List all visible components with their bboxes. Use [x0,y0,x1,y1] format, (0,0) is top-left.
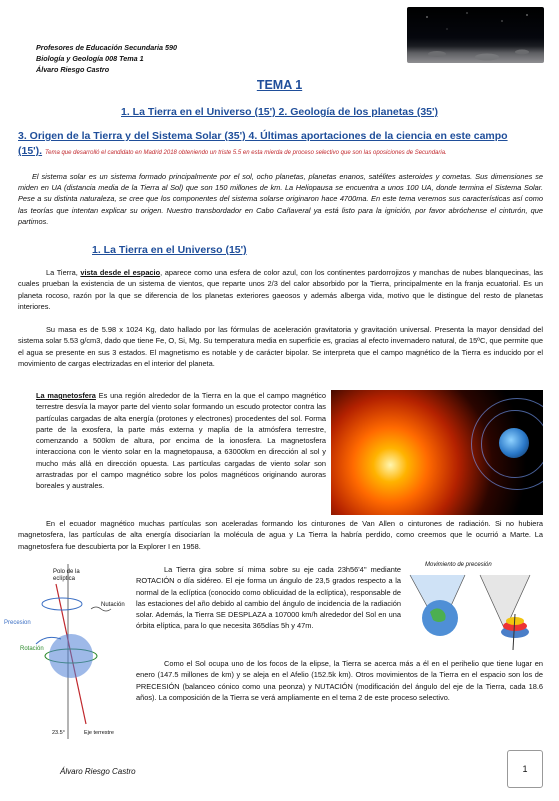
label-rotacion: Rotación [20,646,44,652]
p3-rest: Es una región alrededor de la Tierra en la que el campo magnético terrestre desvía la mayor parte del viento solar formando un escudo protector contra las partículas cargadas de alta energía (protones y electrones) procedentes del sol. Forma parte de la exosfera, la parte más externa y maplia de la atmósfera terrestre, comenzando a 500km de altura, por encima de la ionosfera. La magnetosfera interacciona con le viento solar en la magnetopausa, a 63000km en dirección al sol y mucho más allá en dirección opuesta. Las partículas cargadas de viento solar son arrastradas por el campo magnético sobre los polos magnéticos originando auroras boreales y australes. [36,391,326,491]
magnetosphere-term: La magnetosfera [36,391,96,400]
label-polo [53,569,80,583]
label-nutacion: Nutación [101,602,125,608]
earth-globe-icon [499,428,529,458]
page-title: TEMA 1 [256,78,303,92]
label-eje: Eje terrestre [84,730,114,736]
header-line-2: Biología y Geología 008 Tema 1 [36,54,144,63]
intro-paragraph: El sistema solar es un sistema formado principalmente por el sol, ocho planetas, planetas enanos, satélites asteroides y cometas. Sus dimensiones se miden en UA (distancia media de la Tierra al Sol) que son 150 millones de km. La Heliopausa se encuentra a unos 100 UA, donde termina el Sistema Solar. Pese a su distinta naturaleza, se cree que los componentes del sistema solarse originaron hace 4700ma. En este tema veremos sus características así como las teorías que intentan explicar su origen. Nuestro transbordador en Cabo Cañaveral ya está listo para la ignición, por favor abróchense el cinturón, que partimos. [18,172,543,226]
paragraph-perihelion: Como el Sol ocupa uno de los focos de la elipse, la Tierra se acerca más a él en el perihelio que tiene lugar en enero (147.5 millones de km) y se aleja en el Afelio (152.5k km). Otros movimientos de la Tierra en el espacio son los de PRECESIÓN (balanceo cónico como una peonza) y NUTACIÓN (modificación del ángulo del eje de la Tierra, cada 18.6 años). La composición de la Tierra se verá ampliamente en el tema 2 de este proceso selectivo. [136,659,543,702]
moon-surface-image [407,7,544,63]
p1-emphasis: vista desde el espacio [80,268,161,277]
section-heading: 1. La Tierra en el Universo (15') [92,244,247,256]
header-line-1: Profesores de Educación Secundaria 590 [36,43,178,52]
label-angle: 23.5° [52,730,65,736]
paragraph-rotation: La Tierra gira sobre sí mima sobre su eje cada 23h56'4'' mediante ROTACIÓN o día sidéreo. El eje forma un ángulo de 23,5 grados respecto a la normal de la eclíptica (conocido como oblicuidad de la eclíptica), responsable de las estaciones del año debido al cambio del ángulo de incidencia de la radiación solar. Además, la Tierra SE DESPLAZA a 107000 km/h alrededor del Sol en una órbita elíptica, para lo que necesita 365días 5h y 47m. [136,565,401,631]
p1-rest: , aparece como una esfera de color azul, con los continentes pardorrojizos y manchas de nubes blanquecinas, las cuales prueban la existencia de un sistema de vientos, que reparte unos 2/3 del calor absorbido por la Tierra, principalmente en la franja ecuatorial. Es un planeta rocoso, razón por la que se diferencia de los planetas exteriores gaeosos y además alberga vida, motivo que le distingue del resto de planetas interiores. [18,268,543,311]
header-line-3: Álvaro Riesgo Castro [36,65,110,74]
subtitle-2 [18,129,543,161]
candidate-note: Tema que desarrolló el candidato en Madrid 2018 obteniendo un triste 5.5 en esta mierda de proceso selectivo que son las oposiciones de Secundaria. [45,150,447,156]
label-polo-line1: Polo de la [53,569,80,575]
paragraph-magnetosphere [36,390,326,492]
precession-diagram [405,562,545,654]
subtitle-2-line: 3. Origen de la Tierra y del Sistema Solar (35') 4. Últimas aportaciones de la ciencia en este campo [18,130,508,142]
label-precesion: Precesion [4,620,31,626]
earth-axis-diagram [4,564,131,739]
subtitle-2-end: (15'). [18,145,43,157]
footer-author: Álvaro Riesgo Castro [60,767,136,776]
p1-start: La Tierra, [46,268,81,277]
label-polo-line2: eclíptica [53,576,76,582]
paragraph-mass: Su masa es de 5.98 x 1024 Kg, dato hallado por las fórmulas de aceleración gravitatoria y gravitación universal. Presenta la mayor densidad del sistema solar 5.53 g/cm3, dado que tiene Fe, O, Si, Mg. Su temperatura media en superficie es, gracias al efecto invernadero natural, de 15ºC, que permite que el agua se presente en sus 3 estados. El magnetismo es notable y de carácter bipolar. Se interpreta que el campo magnético de la Tierra es inducido por el movimiento de cargas electrizadas en el interior del planeta. [18,325,543,368]
subtitle-1: 1. La Tierra en el Universo (15') 2. Geología de los planetas (35') [121,106,438,118]
precession-title: Movimiento de precesión [425,562,492,568]
paragraph-van-allen: En el ecuador magnético muchas partículas son aceleradas formando los cinturones de Van Allen o cinturones de radiación. Si no hubiera magnetosfera, las partículas de alta energía disociarían la molécula de agua y La Tierra la habría perdido, como creemos que le ocurrió a Marte. La magnetosfera fue descubierta por la Explorer I en 1958. [18,519,543,551]
solar-wind-image [331,390,543,515]
page-number: 1 [507,750,543,788]
document-header [36,42,177,75]
paragraph-earth-view [18,267,543,312]
